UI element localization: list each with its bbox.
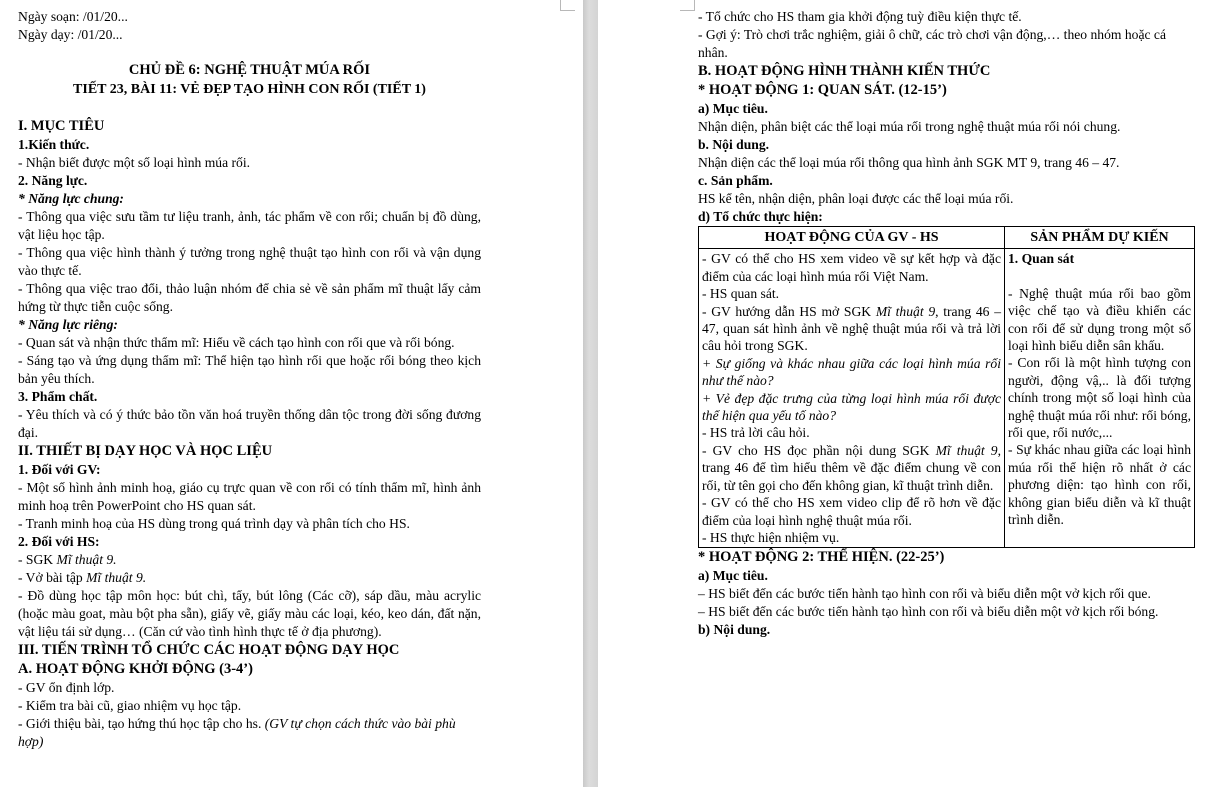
teacher-materials-heading: 1. Đối với GV: bbox=[18, 462, 101, 477]
table-header: SẢN PHẨM DỰ KIẾN bbox=[1005, 227, 1195, 249]
book-title: Mĩ thuật 9. bbox=[86, 570, 147, 585]
table-header: HOẠT ĐỘNG CỦA GV - HS bbox=[699, 227, 1005, 249]
organization-heading: d) Tổ chức thực hiện: bbox=[698, 209, 823, 224]
knowledge-item: - Nhận biết được một số loại hình múa rối. bbox=[18, 155, 251, 170]
question-line: + Vẻ đẹp đặc trưng của từng loại hình múa rối được thể hiện qua yếu tố nào? bbox=[702, 390, 1001, 424]
section-b-heading: B. HOẠT ĐỘNG HÌNH THÀNH KIẾN THỨC bbox=[698, 63, 991, 79]
student-materials-item bbox=[18, 569, 481, 587]
activity-line bbox=[702, 303, 1001, 355]
teacher-materials-item: - Một số hình ảnh minh hoạ, giáo cụ trực quan về con rối có tính thẩm mĩ, hình ảnh minh hoạ trên PowerPoint cho HS quan sát. bbox=[18, 480, 481, 513]
activity-line: - HS thực hiện nhiệm vụ. bbox=[702, 529, 840, 545]
document-page-right bbox=[598, 0, 1207, 787]
content-text: Nhận diện các thể loại múa rối thông qua hình ảnh SGK MT 9, trang 46 – 47. bbox=[698, 155, 1120, 170]
content-heading: b) Nội dung. bbox=[698, 622, 771, 638]
qualities-heading: 3. Phẩm chất. bbox=[18, 389, 98, 404]
specific-competence-heading: * Năng lực riêng: bbox=[18, 317, 118, 332]
document-page-left bbox=[0, 0, 583, 787]
activity-line: - GV có thể cho HS xem video clip để rõ hơn về đặc điểm của loại hình nghệ thuật múa rối. bbox=[702, 495, 1001, 528]
objective-item: – HS biết đến các bước tiến hành tạo hình con rối và biểu diễn một vở kịch rối que. bbox=[698, 586, 1151, 602]
general-competence-item: - Thông qua việc sưu tầm tư liệu tranh, ảnh, tác phẩm về con rối; chuẩn bị đồ dùng, vật liệu học tập. bbox=[18, 209, 481, 242]
section-objectives: I. MỤC TIÊU bbox=[18, 118, 105, 134]
activity2-heading: * HOẠT ĐỘNG 2: THỂ HIỆN. (22-25’) bbox=[698, 549, 945, 566]
product-text: HS kể tên, nhận diện, phân loại được các thể loại múa rối. bbox=[698, 191, 1014, 206]
date-taught: Ngày dạy: /01/20... bbox=[18, 27, 123, 42]
activity-a-heading: A. HOẠT ĐỘNG KHỞI ĐỘNG (3-4’) bbox=[18, 661, 253, 677]
topic-title: CHỦ ĐỀ 6: NGHỆ THUẬT MÚA RỐI bbox=[128, 62, 371, 78]
objective-heading: a) Mục tiêu. bbox=[698, 101, 768, 116]
activity-table bbox=[698, 226, 1195, 548]
activity-line bbox=[702, 442, 1001, 494]
objective-heading: a) Mục tiêu. bbox=[698, 568, 768, 584]
objective-item: – HS biết đến các bước tiến hành tạo hình con rối và biểu diễn một vở kịch rối bóng. bbox=[698, 604, 1159, 620]
page-gutter bbox=[583, 0, 598, 787]
specific-competence-item: - Quan sát và nhận thức thẩm mĩ: Hiểu về cách tạo hình con rối que và rối bóng. bbox=[18, 335, 455, 350]
table-cell-activities bbox=[699, 249, 1005, 548]
table-row bbox=[699, 249, 1195, 548]
section-equipment: II. THIẾT BỊ DẠY HỌC VÀ HỌC LIỆU bbox=[18, 443, 273, 459]
item-note: (GV tự chọn cách thức vào bài phù hợp) bbox=[18, 716, 456, 749]
product-line: - Nghệ thuật múa rối bao gồm việc chế tạo và điều khiển các con rối để sử dụng trong một số loại hình biểu diễn sân khấu. bbox=[1008, 285, 1191, 354]
page-left-content bbox=[18, 8, 481, 751]
page-corner-mark bbox=[560, 0, 575, 11]
competence-heading: 2. Năng lực. bbox=[18, 173, 88, 188]
product-line: - Con rối là một hình tượng con người, động vậ,.. là đối tượng chính trong một số loại hình của nghệ thuật múa rối như: rối bóng, rối que, rối nước,... bbox=[1008, 355, 1191, 441]
general-competence-item: - Thông qua việc trao đổi, thảo luận nhóm để chia sẻ về sản phẩm mĩ thuật lấy cảm hứng từ thực tiễn cuộc sống. bbox=[18, 281, 481, 314]
date-prepared: Ngày soạn: /01/20... bbox=[18, 9, 128, 24]
activity-line: - HS quan sát. bbox=[702, 286, 780, 302]
book-title: Mĩ thuật 9 bbox=[875, 303, 936, 319]
book-title: Mĩ thuật 9. bbox=[56, 552, 117, 567]
item-text: - SGK bbox=[18, 552, 57, 567]
warmup-item: - Gợi ý: Trò chơi trắc nghiệm, giải ô chữ, các trò chơi vận động,… theo nhóm hoặc cá nhân. bbox=[698, 27, 1166, 60]
student-materials-item: - Đồ dùng học tập môn học: bút chì, tẩy, bút lông (Các cỡ), sáp dầu, màu acrylic (hoặc màu goat, màu bột pha sẵn), giấy vẽ, giấy màu các loại, kéo, keo dán, đất nặn, vật liệu tái sử dụng… (Căn cứ vào tình hình thực tế ở địa phương). bbox=[18, 588, 481, 639]
item-text: - GV hướng dẫn HS mở SGK bbox=[702, 303, 876, 319]
question-line: + Sự giống và khác nhau giữa các loại hình múa rối như thế nào? bbox=[702, 355, 1001, 389]
item-text: - Giới thiệu bài, tạo hứng thú học tập cho hs. bbox=[18, 716, 265, 731]
item-text: - GV cho HS đọc phần nội dung SGK bbox=[702, 442, 936, 458]
page-corner-mark bbox=[680, 0, 695, 11]
activity-a-item: - Kiểm tra bài cũ, giao nhiệm vụ học tập. bbox=[18, 698, 242, 713]
activity-a-item bbox=[18, 715, 481, 751]
item-text: - Vở bài tập bbox=[18, 570, 87, 585]
item-text: , trang 46 để tìm hiểu thêm về đặc điểm chung về con rối, từ tên gọi cho đến không gian, kĩ thuật trình diễn. bbox=[702, 442, 1001, 493]
specific-competence-item: - Sáng tạo và ứng dụng thẩm mĩ: Thể hiện tạo hình rối que hoặc rối bóng theo kịch bản yêu thích. bbox=[18, 353, 481, 386]
general-competence-item: - Thông qua việc hình thành ý tưởng trong nghệ thuật tạo hình con rối và vận dụng vào thực tế. bbox=[18, 245, 481, 278]
product-line: - Sự khác nhau giữa các loại hình múa rối thể hiện rõ nhất ở các phương diện: tạo hình con rối, không gian biểu diễn và kĩ thuật trình diễn. bbox=[1008, 442, 1191, 528]
student-materials-heading: 2. Đối với HS: bbox=[18, 534, 100, 549]
general-competence-heading: * Năng lực chung: bbox=[18, 191, 124, 206]
activity-a-item: - GV ổn định lớp. bbox=[18, 680, 115, 695]
item-text: , trang 46 – 47, quan sát hình ảnh về nghệ thuật múa rối và trả lời câu hỏi trong SGK. bbox=[702, 303, 1001, 354]
content-heading: b. Nội dung. bbox=[698, 137, 770, 152]
product-heading-cell: 1. Quan sát bbox=[1008, 251, 1075, 267]
student-materials-item bbox=[18, 551, 481, 569]
section-process: III. TIẾN TRÌNH TỔ CHỨC CÁC HOẠT ĐỘNG DẠY HỌC bbox=[18, 642, 400, 658]
activity1-heading: * HOẠT ĐỘNG 1: QUAN SÁT. (12-15’) bbox=[698, 82, 947, 98]
book-title: Mĩ thuật 9 bbox=[935, 442, 998, 458]
warmup-item: - Tổ chức cho HS tham gia khởi động tuỳ điều kiện thực tế. bbox=[698, 9, 1022, 24]
page-right-content bbox=[698, 8, 1194, 639]
qualities-item: - Yêu thích và có ý thức bảo tồn văn hoá truyền thống dân tộc trong đời sống đương đại. bbox=[18, 407, 481, 440]
activity-line: - HS trả lời câu hỏi. bbox=[702, 425, 810, 441]
table-header-row bbox=[699, 227, 1195, 249]
lesson-title: TIẾT 23, BÀI 11: VẺ ĐẸP TẠO HÌNH CON RỐI (TIẾT 1) bbox=[73, 82, 426, 97]
objective-text: Nhận diện, phân biệt các thể loại múa rối trong nghệ thuật múa rối nói chung. bbox=[698, 119, 1121, 134]
activity-line: - GV có thể cho HS xem video về sự kết hợp và đặc điểm của các loại hình múa rối Việt Nam. bbox=[702, 251, 1001, 284]
product-heading: c. Sản phẩm. bbox=[698, 173, 773, 188]
knowledge-heading: 1.Kiến thức. bbox=[18, 137, 90, 152]
teacher-materials-item: - Tranh minh hoạ của HS dùng trong quá trình dạy và phân tích cho HS. bbox=[18, 516, 410, 531]
table-cell-products bbox=[1005, 249, 1195, 548]
